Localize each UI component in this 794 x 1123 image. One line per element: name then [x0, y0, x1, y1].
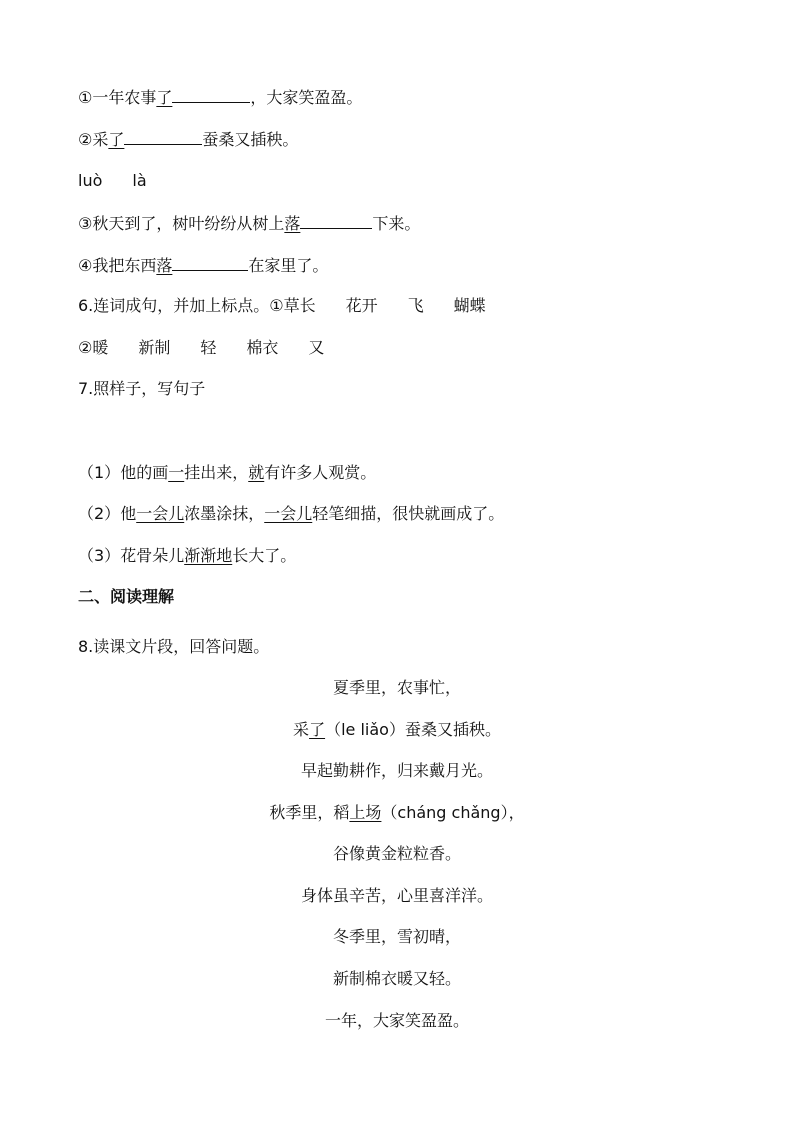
word: 花开: [345, 296, 378, 315]
poem-line-5: [0, 843, 794, 865]
item-number: ②: [78, 130, 93, 149]
underlined-word: 一会儿: [136, 504, 185, 523]
pinyin-option: luò: [78, 171, 103, 190]
question-title: 6.连词成句，并加上标点。: [78, 296, 270, 315]
item-number: ①: [269, 296, 284, 315]
ex8-title: [78, 636, 269, 658]
ex5-item-1: [78, 86, 362, 109]
poem-line-7: [0, 926, 794, 948]
ex6-row-2: [78, 337, 324, 359]
poem-line-9: [0, 1010, 794, 1032]
target-char: 了: [156, 88, 173, 107]
poem-line-6: [0, 885, 794, 907]
poem-text: 早起勤耕作，归来戴月光。: [300, 761, 493, 780]
word: 新制: [138, 338, 171, 357]
item-text: 下来。: [372, 214, 421, 233]
item-number: ④: [78, 256, 93, 275]
sentence-label: （1）: [78, 463, 121, 482]
poem-text: 夏季里，农事忙，: [332, 678, 461, 697]
item-text: 在家里了。: [248, 256, 329, 275]
target-char: 落: [156, 256, 173, 275]
ex5-item-2: [78, 128, 298, 151]
section-heading: [78, 586, 174, 608]
sentence-label: （2）: [78, 504, 121, 523]
poem-text: 采: [293, 720, 310, 739]
ex7-sentence-3: [78, 545, 296, 567]
sentence-label: （3）: [78, 546, 121, 565]
word: 又: [308, 338, 325, 357]
item-number: ①: [78, 88, 93, 107]
underlined-word: 一会儿: [264, 504, 313, 523]
ex7-sentence-1: [78, 462, 376, 484]
poem-text: 一年，大家笑盈盈。: [324, 1011, 469, 1030]
item-text: ，大家笑盈盈。: [250, 88, 363, 107]
ex6-title-row: [78, 295, 486, 317]
word: 飞: [407, 296, 424, 315]
answer-blank[interactable]: [124, 128, 202, 145]
item-text: 我把东西: [92, 256, 157, 275]
word: 暖: [92, 338, 109, 357]
sentence-text: 挂出来，: [184, 463, 249, 482]
answer-blank[interactable]: [172, 254, 248, 271]
ex5-pinyin-options: [78, 170, 147, 192]
word: 草长: [283, 296, 316, 315]
poem-text: 秋季里，稻: [269, 803, 350, 822]
target-char: 了: [108, 130, 125, 149]
poem-text: 冬季里，雪初晴，: [332, 927, 461, 946]
poem-line-2: [0, 719, 794, 741]
underlined-word: 渐渐地: [184, 546, 233, 565]
word: 棉衣: [246, 338, 279, 357]
sentence-text: 花骨朵儿: [120, 546, 185, 565]
poem-text: （cháng chǎng），: [381, 803, 525, 822]
item-text: 蚕桑又插秧。: [202, 130, 299, 149]
word: 轻: [200, 338, 217, 357]
ex7-title: [78, 378, 205, 400]
sentence-text: 长大了。: [232, 546, 297, 565]
underlined-word: 上场: [349, 803, 382, 822]
underlined-char: 了: [309, 720, 326, 739]
question-title: 7.照样子，写句子: [78, 379, 206, 398]
poem-text: 新制棉衣暖又轻。: [332, 969, 461, 988]
poem-line-8: [0, 968, 794, 990]
ex7-sentence-2: [78, 503, 504, 525]
question-title: 8.读课文片段，回答问题。: [78, 637, 270, 656]
poem-line-3: [0, 760, 794, 782]
word: 蝴蝶: [453, 296, 486, 315]
answer-blank[interactable]: [172, 86, 250, 103]
target-char: 落: [284, 214, 301, 233]
item-text: 秋天到了，树叶纷纷从树上: [92, 214, 285, 233]
item-number: ②: [78, 338, 93, 357]
poem-text: 谷像黄金粒粒香。: [332, 844, 461, 863]
sentence-text: 轻笔细描，很快就画成了。: [312, 504, 505, 523]
poem-line-4: [0, 802, 794, 824]
sentence-text: 他: [120, 504, 137, 523]
underlined-word: 就: [248, 463, 265, 482]
item-text: 采: [92, 130, 109, 149]
sentence-text: 他的画: [120, 463, 169, 482]
item-number: ③: [78, 214, 93, 233]
item-text: 一年农事: [92, 88, 157, 107]
pinyin-option: là: [132, 171, 147, 190]
section-title: 二、阅读理解: [78, 587, 175, 606]
poem-text: （le liǎo）蚕桑又插秧。: [325, 720, 501, 739]
ex5-item-3: [78, 212, 420, 235]
ex5-item-4: [78, 254, 328, 277]
answer-blank[interactable]: [300, 212, 372, 229]
poem-line-1: [0, 677, 794, 699]
underlined-word: 一: [168, 463, 185, 482]
poem-text: 身体虽辛苦，心里喜洋洋。: [300, 886, 493, 905]
sentence-text: 有许多人观赏。: [264, 463, 377, 482]
sentence-text: 浓墨涂抹，: [184, 504, 265, 523]
